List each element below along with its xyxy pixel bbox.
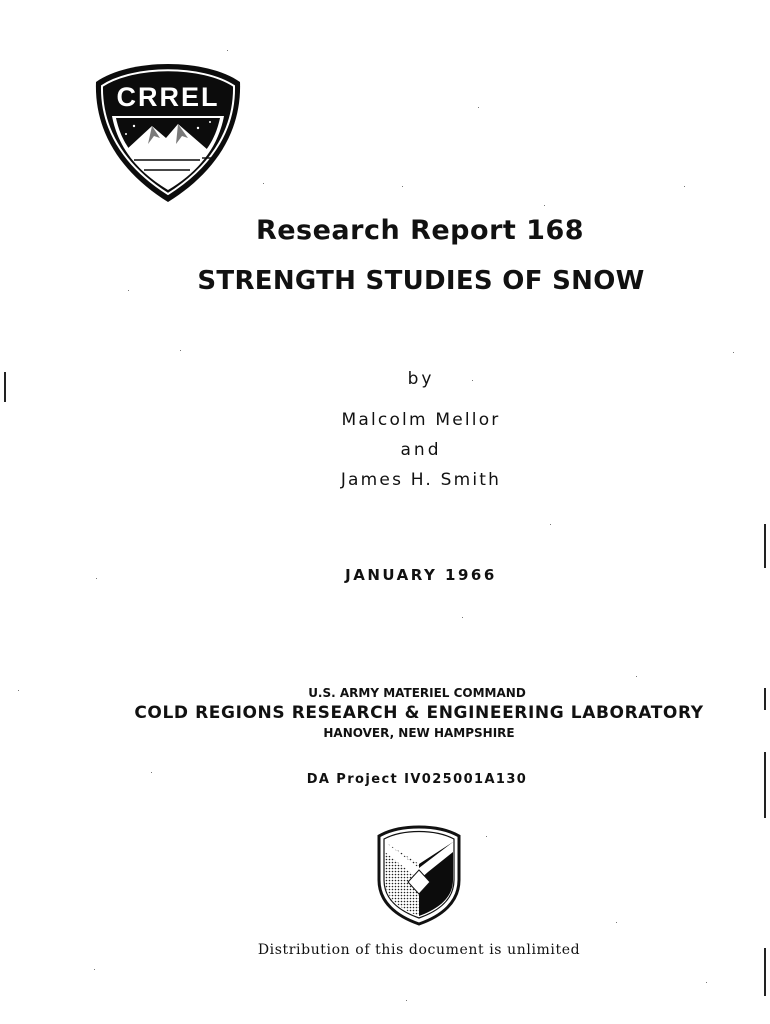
scan-speck bbox=[733, 352, 734, 353]
scan-speck bbox=[180, 350, 181, 351]
scan-edge-mark bbox=[764, 524, 766, 568]
scan-speck bbox=[18, 690, 19, 691]
army-materiel-command-shield-icon bbox=[376, 822, 462, 926]
scan-speck bbox=[406, 1000, 407, 1001]
scan-edge-mark bbox=[764, 948, 766, 996]
project-number: DA Project IV025001A130 bbox=[306, 772, 528, 787]
author-name: James H. Smith bbox=[340, 470, 502, 490]
scan-speck bbox=[263, 183, 264, 184]
scan-speck bbox=[486, 836, 487, 837]
laboratory-name: COLD REGIONS RESEARCH & ENGINEERING LABORATORY bbox=[134, 703, 704, 723]
scan-edge-mark bbox=[764, 688, 766, 710]
report-title: STRENGTH STUDIES OF SNOW bbox=[197, 266, 645, 296]
scan-speck bbox=[472, 380, 473, 381]
scan-speck bbox=[550, 524, 551, 525]
crrel-shield-logo bbox=[90, 52, 246, 204]
scan-speck bbox=[636, 676, 637, 677]
scan-speck bbox=[462, 617, 463, 618]
scan-speck bbox=[544, 205, 545, 206]
author-name: Malcolm Mellor bbox=[341, 410, 501, 430]
scan-speck bbox=[684, 186, 685, 187]
by-line: by bbox=[407, 369, 435, 389]
report-date: JANUARY 1966 bbox=[345, 566, 497, 584]
distribution-statement: Distribution of this document is unlimited bbox=[257, 942, 581, 958]
scan-speck bbox=[478, 107, 479, 108]
scan-speck bbox=[96, 578, 97, 579]
scan-speck bbox=[128, 290, 129, 291]
scan-edge-mark bbox=[4, 372, 6, 402]
command-name: U.S. ARMY MATERIEL COMMAND bbox=[308, 686, 526, 700]
scan-speck bbox=[227, 50, 228, 51]
report-number: Research Report 168 bbox=[255, 215, 585, 246]
author-conjunction: and bbox=[400, 440, 442, 460]
scan-speck bbox=[151, 772, 152, 773]
scan-speck bbox=[94, 969, 95, 970]
crrel-logo-text: CRREL bbox=[116, 82, 220, 112]
laboratory-location: HANOVER, NEW HAMPSHIRE bbox=[323, 726, 515, 740]
scan-speck bbox=[616, 922, 617, 923]
scan-speck bbox=[402, 186, 403, 187]
scan-edge-mark bbox=[764, 752, 766, 818]
scan-speck bbox=[706, 982, 707, 983]
